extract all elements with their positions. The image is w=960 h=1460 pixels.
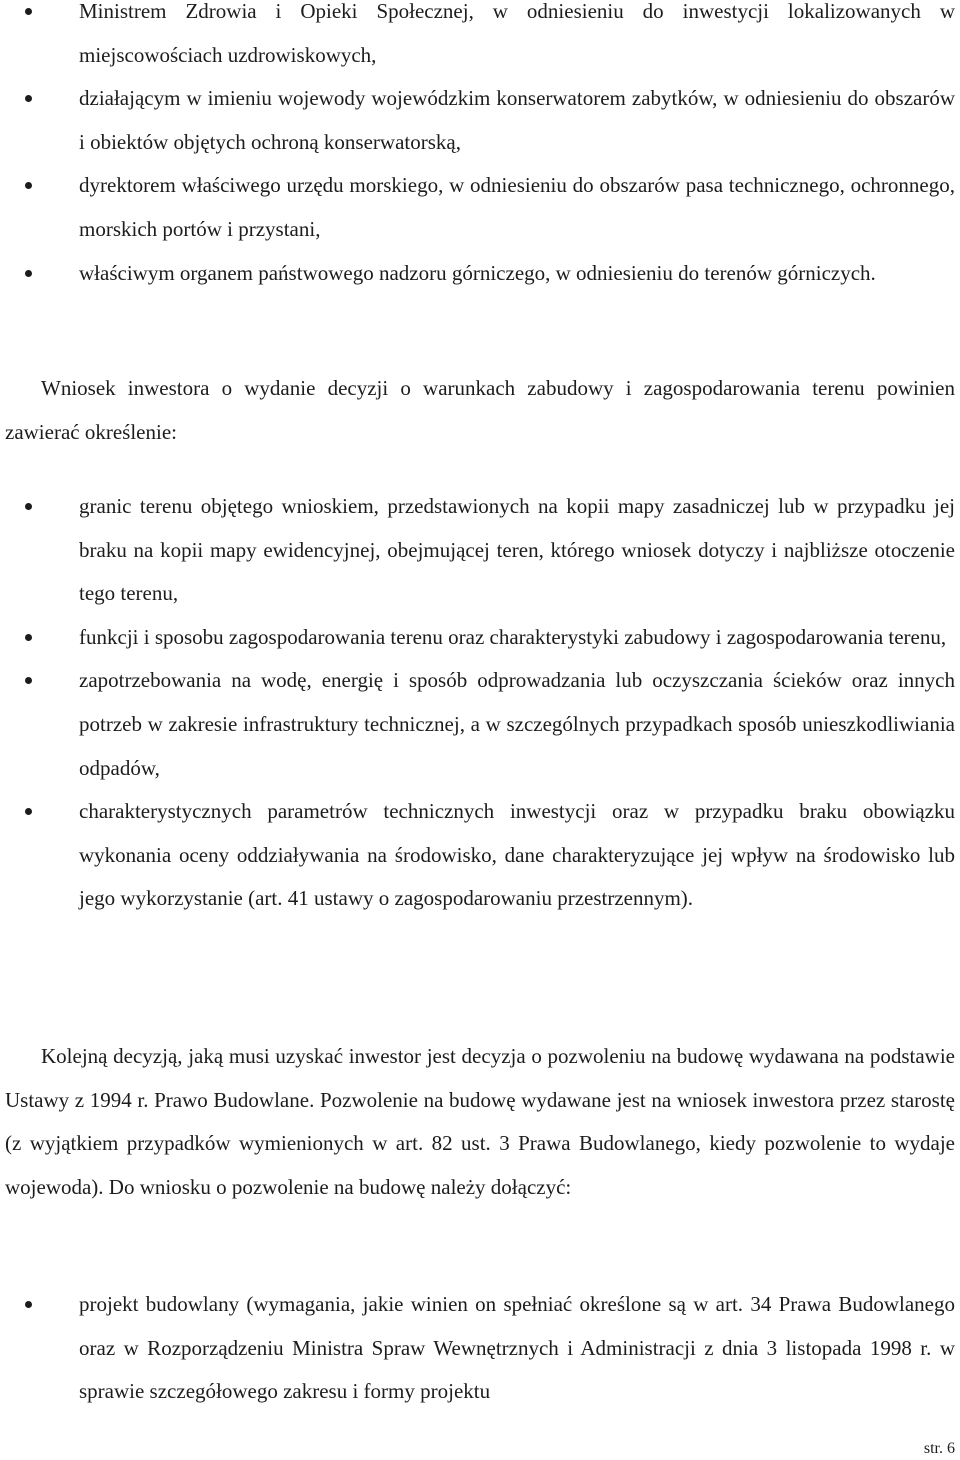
paragraph-wniosek <box>0 367 960 454</box>
list-item: charakterystycznych parametrów technicznych inwestycji oraz w przypadku braku obowiązku wykonania oceny oddziaływania na środowisko, dane charakteryzujące jej wpływ na środowisko lub jego wykorzystanie (art. 41 ustawy o zagospodarowaniu przestrzennym). <box>0 790 960 921</box>
list-item: Ministrem Zdrowia i Opieki Społecznej, w odniesieniu do inwestycji lokalizowanych w miejscowościach uzdrowiskowych, <box>0 0 960 77</box>
list-item: działającym w imieniu wojewody wojewódzkim konserwatorem zabytków, w odniesieniu do obszarów i obiektów objętych ochroną konserwatorską, <box>0 77 960 164</box>
list-organs <box>0 0 960 295</box>
bullet-icon <box>25 634 32 641</box>
bullet-icon <box>25 808 32 815</box>
list-item: granic terenu objętego wnioskiem, przedstawionych na kopii mapy zasadniczej lub w przypadku jej braku na kopii mapy ewidencyjnej, obejmującej teren, którego wniosek dotyczy i najbliższe otoczenie tego terenu, <box>0 485 960 616</box>
bullet-icon <box>25 8 32 15</box>
list-requirements <box>0 485 960 921</box>
bullet-icon <box>25 270 32 277</box>
list-item: funkcji i sposobu zagospodarowania terenu oraz charakterystyki zabudowy i zagospodarowania terenu, <box>0 616 960 660</box>
bullet-icon <box>25 182 32 189</box>
page-number: str. 6 <box>923 1440 955 1457</box>
bullet-icon <box>25 1301 32 1308</box>
bullet-icon <box>25 677 32 684</box>
paragraph: Wniosek inwestora o wydanie decyzji o warunkach zabudowy i zagospodarowania terenu powinien zawierać określenie: <box>5 376 955 444</box>
list-item: właściwym organem państwowego nadzoru górniczego, w odniesieniu do terenów górniczych. <box>0 252 960 296</box>
list-item: dyrektorem właściwego urzędu morskiego, w odniesieniu do obszarów pasa technicznego, ochronnego, morskich portów i przystani, <box>0 164 960 251</box>
paragraph: Kolejną decyzją, jaką musi uzyskać inwestor jest decyzja o pozwoleniu na budowę wydawana na podstawie Ustawy z 1994 r. Prawo Budowlane. Pozwolenie na budowę wydawane jest na wniosek inwestora przez starostę (z wyjątkiem przypadków wymienionych w art. 82 ust. 3 Prawa Budowlanego, kiedy pozwolenie to wydaje wojewoda). Do wniosku o pozwolenie na budowę należy dołączyć: <box>5 1044 955 1199</box>
list-item: zapotrzebowania na wodę, energię i sposób odprowadzania lub oczyszczania ścieków oraz innych potrzeb w zakresie infrastruktury technicznej, a w szczególnych przypadkach sposób unieszkodliwiania odpadów, <box>0 659 960 790</box>
bullet-icon <box>25 95 32 102</box>
paragraph-pozwolenie <box>0 1035 960 1209</box>
list-attachments <box>0 1283 960 1414</box>
list-item: projekt budowlany (wymagania, jakie winien on spełniać określone są w art. 34 Prawa Budowlanego oraz w Rozporządzeniu Ministra Spraw Wewnętrznych i Administracji z dnia 3 listopada 1998 r. w sprawie szczegółowego zakresu i formy projektu <box>0 1283 960 1414</box>
bullet-icon <box>25 503 32 510</box>
